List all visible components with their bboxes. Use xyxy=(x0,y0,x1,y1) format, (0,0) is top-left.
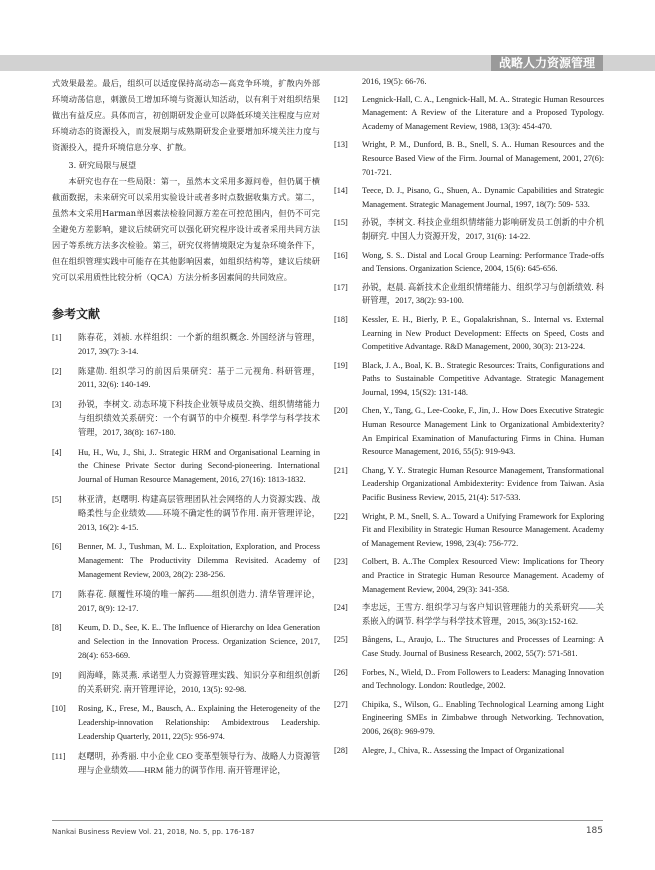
reference-number: [10] xyxy=(52,704,66,714)
reference-text: Benner, M. J., Tushman, M. L.. Exploitation, Exploration, and Process Management: The Productivity Dilemma Revisited. Academy of Management Review, 2003, 28(2): 238-256. xyxy=(78,542,320,579)
reference-item xyxy=(52,446,320,487)
references-list-right xyxy=(334,93,604,758)
reference-number: [23] xyxy=(334,557,348,567)
reference-item xyxy=(52,588,320,616)
reference-number: [22] xyxy=(334,511,348,521)
reference-text: Alegre, J., Chiva, R.. Assessing the Impact of Organizational xyxy=(362,745,565,755)
reference-item xyxy=(52,398,320,439)
reference-item xyxy=(334,464,604,505)
reference-item xyxy=(52,750,320,778)
reference-number: [21] xyxy=(334,465,348,475)
reference-number: [11] xyxy=(52,751,66,761)
reference-item xyxy=(334,404,604,458)
reference-number: [28] xyxy=(334,745,348,755)
reference-number: [13] xyxy=(334,140,348,150)
reference-item xyxy=(52,331,320,359)
reference-text: 孙锐，李树文. 动态环境下科技企业领导成员交换、组织情绪能力与组织绩效关系研究：一个有调节的中介模型. 科学学与科学技术管理，2017, 38(8): 167-180. xyxy=(78,400,320,437)
reference-number: [18] xyxy=(334,314,348,324)
reference-text: Forbes, N., Wield, D.. From Followers to Leaders: Managing Innovation and Technology. London: Routledge, 2002. xyxy=(362,667,604,691)
footer-rule xyxy=(52,820,603,821)
reference-number: [5] xyxy=(52,494,62,504)
reference-item xyxy=(334,138,604,179)
reference-number: [16] xyxy=(334,250,348,260)
reference-text: Chen, Y., Tang, G., Lee-Cooke, F., Jin, J.. How Does Executive Strategic Human Resource Management Link to Organizational Ambidexterity? An Empirical Examination of Manufacturing Firms in China. Human Resource Management, 2016, 55(5): 919-943. xyxy=(362,406,604,457)
left-column xyxy=(52,75,320,783)
reference-item xyxy=(334,281,604,308)
reference-number: [3] xyxy=(52,400,62,410)
reference-number: [8] xyxy=(52,623,62,633)
reference-item xyxy=(52,702,320,743)
body-paragraph-2: 本研究也存在一些局限：第一，虽然本文采用多源问卷，但仍属于横截面数据，未来研究可以采用实验设计或者多时点数据收集方式。第二，虽然本文采用Harman单因素法检验同源方差在可控范围内，但仍不可完全避免方差影响，建议后续研究可以强化研究程序设计或者采用共同方法因子等系统方法多次检验。第三，研究仅将情境限定为复杂环境条件下，但在组织管理实践中可能存在其他影响因素，如组织结构等，建议后续研究可以采用质性比较分析（QCA）方法分析多因素间的共同效应。 xyxy=(52,176,320,282)
reference-item xyxy=(52,669,320,697)
references-list-left xyxy=(52,331,320,777)
reference-item xyxy=(52,540,320,581)
reference-text: Colbert, B. A..The Complex Resourced View: Implications for Theory and Practice in Strategic Human Resource Management. Academy of Management Review, 2004, 29(3): 341-358. xyxy=(362,557,604,594)
reference-item xyxy=(334,249,604,276)
reference-item xyxy=(334,93,604,134)
reference-text: 陈建勋. 组织学习的前因后果研究：基于二元视角. 科研管理，2011, 32(6): 140-149. xyxy=(78,366,320,390)
reference-item xyxy=(334,601,604,628)
reference-text: Chipika, S., Wilson, G.. Enabling Technological Learning among Light Engineering SMEs in Zimbabwe through Networking. Technovation, 2006, 26(8): 969-979. xyxy=(362,699,604,736)
reference-continuation: 2016, 19(5): 66-76. xyxy=(362,77,427,86)
reference-number: [17] xyxy=(334,282,348,292)
reference-text: Wright, P. M., Snell, S. A.. Toward a Unifying Framework for Exploring Fit and Flexibility in Strategic Human Resource Management. Academy of Management Review, 1998, 23(4): 756-772. xyxy=(362,511,604,548)
reference-item xyxy=(334,744,604,758)
reference-number: [6] xyxy=(52,542,62,552)
reference-text: Black, J. A., Boal, K. B.. Strategic Resources: Traits, Configurations and Paths to Sustainable Competitive Advantage. Strategic Management Journal, 1994, 15(S2): 131-148. xyxy=(362,360,604,397)
subsection-heading: 3. 研究局限与展望 xyxy=(68,160,137,170)
reference-item xyxy=(334,510,604,551)
reference-number: [7] xyxy=(52,589,62,599)
reference-text: 陈春花. 颠覆性环境的唯一解药——组织创造力. 清华管理评论，2017, 8(9): 12-17. xyxy=(78,589,320,613)
reference-text: 赵曙明，孙秀丽. 中小企业 CEO 变革型领导行为、战略人力资源管理与企业绩效——HRM 能力的调节作用. 南开管理评论， xyxy=(78,751,320,775)
reference-item xyxy=(52,365,320,393)
reference-item xyxy=(334,698,604,739)
reference-text: Chang, Y. Y.. Strategic Human Resource Management, Transformational Leadership Organizational Ambidexterity: Evidence from Taiwan. Asia Pacific Business Review, 2015, 21(4): 517-533. xyxy=(362,465,604,503)
reference-text: Rosing, K., Frese, M., Bausch, A.. Explaining the Heterogeneity of the Leadership-innovation Relationship: Ambidextrous Leadership. Leadership Quarterly, 2011, 22(5): 956-974. xyxy=(78,704,320,741)
reference-item xyxy=(334,359,604,400)
reference-number: [15] xyxy=(334,218,348,228)
reference-text: 孙锐，赵晨. 高新技术企业组织情绪能力、组织学习与创新绩效. 科研管理，2017, 38(2): 93-100. xyxy=(362,282,604,306)
reference-text: Bångens, L., Araujo, L.. The Structures and Processes of Learning: A Case Study. Journal of Business Research, 2002, 55(7): 571-581. xyxy=(362,635,604,658)
reference-number: [4] xyxy=(52,447,62,457)
reference-text: 孙锐，李树文. 科技企业组织情绪能力影响研发员工创新的中介机制研究. 中国人力资源开发，2017, 31(6): 14-22. xyxy=(362,218,604,241)
reference-item xyxy=(334,313,604,354)
reference-item xyxy=(334,555,604,596)
reference-text: 阎海峰，陈灵燕. 承诺型人力资源管理实践、知识分享和组织创新的关系研究. 南开管理评论，2010, 13(5): 92-98. xyxy=(78,670,320,694)
body-paragraph-1: 式效果最差。最后，组织可以适度保持高动态—高竞争环境，扩散内外部环境动荡信息，刺激员工增加环境与资源认知活动，以有利于对组织结果做出有益反应。具体而言，初创期研发企业可以降低环境关注程度与应对环境动态的资源投入，而发展期与成熟期研发企业要增加环境关注力度与资源投入，提升环境信息分享、扩散。 xyxy=(52,78,320,152)
reference-item xyxy=(52,493,320,534)
reference-number: [2] xyxy=(52,366,62,376)
reference-text: Wong, S. S.. Distal and Local Group Learning: Performance Trade-offs and Tensions. Organization Science, 2004, 15(6): 645-656. xyxy=(362,250,604,274)
reference-number: [9] xyxy=(52,670,62,680)
page-number: 185 xyxy=(585,826,603,836)
footer-journal-info: Nankai Business Review Vol. 21, 2018, No. 5, pp. 176-187 xyxy=(52,828,255,836)
reference-text: 林亚清，赵曙明. 构建高层管理团队社会网络的人力资源实践、战略柔性与企业绩效——环境不确定性的调节作用. 南开管理评论，2013, 16(2): 4-15. xyxy=(78,494,320,532)
reference-item xyxy=(334,666,604,693)
reference-text: Kessler, E. H., Bierly, P. E., Gopalakrishnan, S.. Internal vs. External Learning in New Product Development: Effects on Speed, Costs and Competitive Advantage. R&D Management, 2000, 30(3): 213-224. xyxy=(362,314,604,352)
reference-number: [20] xyxy=(334,406,348,416)
reference-item xyxy=(52,621,320,662)
reference-item xyxy=(334,184,604,211)
reference-item xyxy=(334,216,604,243)
reference-text: Lengnick-Hall, C. A., Lengnick-Hall, M. A.. Strategic Human Resources Management: A Review of the Literature and a Proposed Typology. Academy of Management Review, 1988, 13(3): 454-470. xyxy=(362,94,604,131)
reference-text: Hu, H., Wu, J., Shi, J.. Strategic HRM and Organisational Learning in the Chinese Private Sector during Second-pioneering. International Journal of Human Resource Management, 2016, 27(16): 1813-1832. xyxy=(78,447,320,485)
journal-section-title: 战略人力资源管理 xyxy=(491,55,603,71)
reference-text: Keum, D. D., See, K. E.. The Influence of Hierarchy on Idea Generation and Selection in the Innovation Process. Organization Science, 2017, 28(4): 653-669. xyxy=(78,623,320,660)
reference-number: [25] xyxy=(334,635,348,645)
reference-number: [14] xyxy=(334,186,348,196)
reference-item xyxy=(334,633,604,660)
reference-number: [19] xyxy=(334,360,348,370)
reference-number: [24] xyxy=(334,603,348,613)
reference-number: [27] xyxy=(334,699,348,709)
reference-number: [26] xyxy=(334,667,348,677)
reference-text: 陈春花，刘祯. 水样组织：一个新的组织概念. 外国经济与管理，2017, 39(7): 3-14. xyxy=(78,333,320,356)
reference-text: 李忠远，王雪方. 组织学习与客户知识管理能力的关系研究——关系嵌入的调节. 科学学与科学技术管理，2015, 36(3):152-162. xyxy=(362,603,604,626)
right-column xyxy=(334,75,604,762)
reference-number: [12] xyxy=(334,94,348,104)
reference-number: [1] xyxy=(52,333,62,342)
reference-text: Wright, P. M., Dunford, B. B., Snell, S. A.. Human Resources and the Resource Based View of the Firm. Journal of Management, 2001, 27(6): 701-721. xyxy=(362,140,604,177)
reference-text: Teece, D. J., Pisano, G., Shuen, A.. Dynamic Capabilities and Strategic Management. Strategic Management Journal, 1997, 18(7): 509- 533. xyxy=(362,186,604,209)
references-heading: 参考文献 xyxy=(52,307,101,321)
